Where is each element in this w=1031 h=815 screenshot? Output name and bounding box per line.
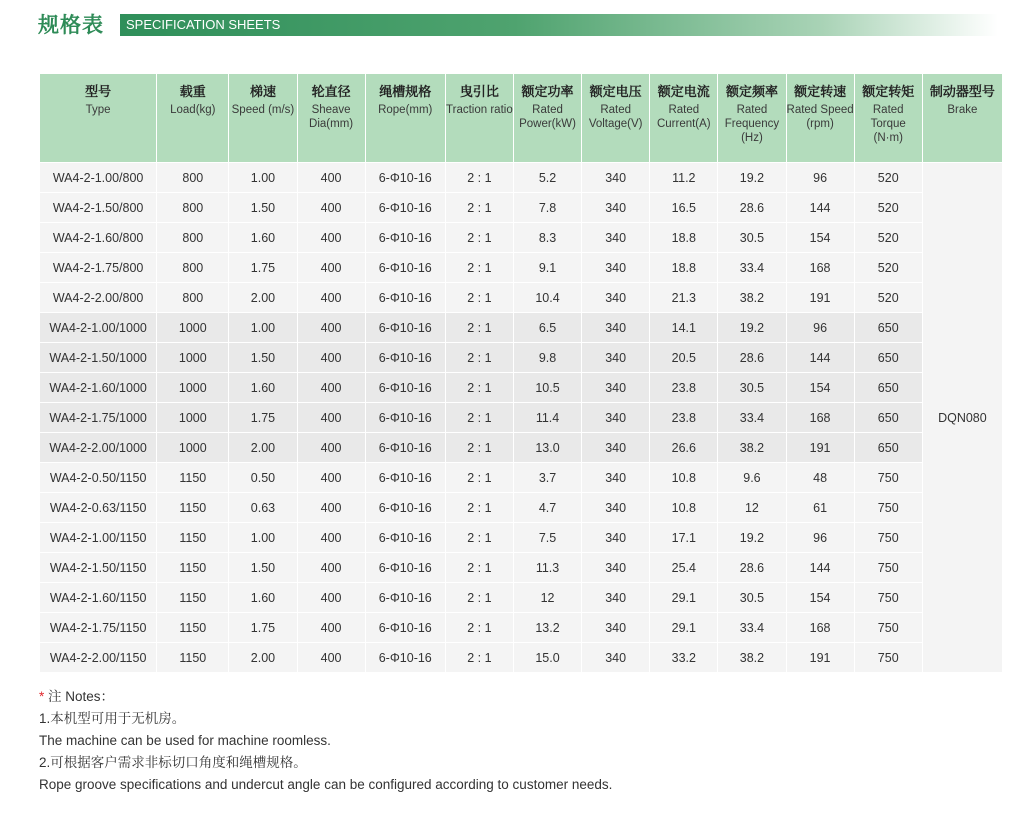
- table-cell: 650: [854, 373, 922, 403]
- table-cell: 750: [854, 463, 922, 493]
- table-cell: 14.1: [650, 313, 718, 343]
- note-star: *: [39, 689, 45, 704]
- column-header: [445, 74, 513, 163]
- table-cell: 33.4: [718, 613, 786, 643]
- table-cell: 2 : 1: [445, 253, 513, 283]
- table-row: [40, 553, 1003, 583]
- table-cell: 520: [854, 163, 922, 193]
- table-cell: 800: [157, 253, 229, 283]
- table-cell: 340: [582, 193, 650, 223]
- column-header-cn: 制动器型号: [929, 85, 995, 100]
- table-cell: 750: [854, 493, 922, 523]
- table-cell: 1150: [157, 553, 229, 583]
- table-cell: 9.6: [718, 463, 786, 493]
- table-cell: 1.60: [229, 583, 297, 613]
- table-cell: 33.2: [650, 643, 718, 673]
- table-row: [40, 523, 1003, 553]
- table-cell: WA4-2-2.00/1000: [40, 433, 157, 463]
- column-header-en: Rated Torque (N·m): [870, 104, 906, 144]
- table-cell: 144: [786, 193, 854, 223]
- table-cell: 1.00: [229, 313, 297, 343]
- table-cell: 6-Φ10-16: [365, 523, 445, 553]
- table-cell: 400: [297, 343, 365, 373]
- table-cell: 6-Φ10-16: [365, 553, 445, 583]
- table-cell: 38.2: [718, 643, 786, 673]
- brake-model-cell: DQN080: [922, 163, 1002, 673]
- table-cell: 13.0: [513, 433, 581, 463]
- table-cell: 1.75: [229, 253, 297, 283]
- table-cell: 400: [297, 463, 365, 493]
- table-cell: 28.6: [718, 193, 786, 223]
- table-cell: WA4-2-1.60/1000: [40, 373, 157, 403]
- table-cell: WA4-2-1.75/800: [40, 253, 157, 283]
- table-cell: 400: [297, 493, 365, 523]
- column-header-cn: 型号: [85, 85, 112, 100]
- table-cell: 400: [297, 523, 365, 553]
- table-cell: 2 : 1: [445, 283, 513, 313]
- table-row: [40, 463, 1003, 493]
- column-header: [922, 74, 1002, 163]
- table-cell: 650: [854, 433, 922, 463]
- table-cell: 750: [854, 583, 922, 613]
- table-cell: 6.5: [513, 313, 581, 343]
- table-cell: 0.50: [229, 463, 297, 493]
- table-cell: 400: [297, 373, 365, 403]
- table-cell: 29.1: [650, 583, 718, 613]
- table-cell: 750: [854, 523, 922, 553]
- table-cell: 1000: [157, 343, 229, 373]
- table-cell: 19.2: [718, 523, 786, 553]
- table-cell: 33.4: [718, 403, 786, 433]
- table-cell: 3.7: [513, 463, 581, 493]
- table-cell: 1150: [157, 523, 229, 553]
- table-cell: 28.6: [718, 343, 786, 373]
- table-cell: 6-Φ10-16: [365, 613, 445, 643]
- table-cell: 6-Φ10-16: [365, 343, 445, 373]
- table-cell: WA4-2-1.50/1000: [40, 343, 157, 373]
- table-cell: 6-Φ10-16: [365, 253, 445, 283]
- table-cell: 96: [786, 523, 854, 553]
- table-cell: 26.6: [650, 433, 718, 463]
- table-cell: 2 : 1: [445, 403, 513, 433]
- table-cell: 0.63: [229, 493, 297, 523]
- table-cell: 340: [582, 493, 650, 523]
- table-cell: 750: [854, 643, 922, 673]
- table-cell: 6-Φ10-16: [365, 313, 445, 343]
- table-cell: WA4-2-1.00/1150: [40, 523, 157, 553]
- specification-table: [39, 73, 1003, 673]
- column-header-en: Rated Voltage(V): [588, 104, 643, 130]
- table-cell: 2 : 1: [445, 613, 513, 643]
- column-header-cn: 额定功率: [521, 85, 574, 100]
- table-cell: 1000: [157, 313, 229, 343]
- table-cell: 6-Φ10-16: [365, 433, 445, 463]
- table-cell: 400: [297, 643, 365, 673]
- table-cell: 18.8: [650, 223, 718, 253]
- table-cell: 19.2: [718, 313, 786, 343]
- table-cell: 340: [582, 523, 650, 553]
- table-cell: 28.6: [718, 553, 786, 583]
- column-header-en: Rated Power(kW): [519, 104, 576, 130]
- table-cell: WA4-2-1.00/800: [40, 163, 157, 193]
- table-cell: 340: [582, 163, 650, 193]
- table-cell: 2.00: [229, 433, 297, 463]
- table-cell: 191: [786, 433, 854, 463]
- table-cell: 340: [582, 643, 650, 673]
- table-cell: 1000: [157, 373, 229, 403]
- table-row: [40, 433, 1003, 463]
- table-cell: 12: [513, 583, 581, 613]
- table-cell: WA4-2-1.60/800: [40, 223, 157, 253]
- table-row: [40, 583, 1003, 613]
- table-row: [40, 403, 1003, 433]
- table-cell: 9.1: [513, 253, 581, 283]
- table-cell: 16.5: [650, 193, 718, 223]
- table-row: [40, 643, 1003, 673]
- table-cell: 400: [297, 163, 365, 193]
- table-cell: 340: [582, 283, 650, 313]
- table-cell: 340: [582, 433, 650, 463]
- column-header: [297, 74, 365, 163]
- table-cell: 30.5: [718, 583, 786, 613]
- table-cell: 340: [582, 343, 650, 373]
- table-cell: 2 : 1: [445, 643, 513, 673]
- table-row: [40, 163, 1003, 193]
- table-cell: 750: [854, 613, 922, 643]
- table-cell: 6-Φ10-16: [365, 403, 445, 433]
- table-cell: 11.2: [650, 163, 718, 193]
- table-cell: 10.4: [513, 283, 581, 313]
- table-cell: 8.3: [513, 223, 581, 253]
- column-header-cn: 额定频率: [725, 85, 778, 100]
- table-cell: 650: [854, 343, 922, 373]
- table-cell: 1.50: [229, 343, 297, 373]
- table-cell: 340: [582, 463, 650, 493]
- table-cell: 6-Φ10-16: [365, 373, 445, 403]
- table-cell: 2 : 1: [445, 373, 513, 403]
- table-cell: 520: [854, 193, 922, 223]
- table-cell: 400: [297, 253, 365, 283]
- table-cell: 48: [786, 463, 854, 493]
- table-cell: 2 : 1: [445, 493, 513, 523]
- table-cell: 6-Φ10-16: [365, 283, 445, 313]
- table-cell: 2 : 1: [445, 523, 513, 553]
- page-title-en: SPECIFICATION SHEETS: [126, 17, 281, 32]
- table-row: [40, 313, 1003, 343]
- table-row: [40, 343, 1003, 373]
- table-cell: WA4-2-1.75/1150: [40, 613, 157, 643]
- note-1-en: The machine can be used for machine roomless.: [39, 733, 331, 748]
- table-cell: 168: [786, 253, 854, 283]
- table-cell: 340: [582, 553, 650, 583]
- table-cell: 154: [786, 223, 854, 253]
- table-row: [40, 283, 1003, 313]
- table-cell: 400: [297, 433, 365, 463]
- column-header: [854, 74, 922, 163]
- table-cell: 19.2: [718, 163, 786, 193]
- table-cell: 340: [582, 583, 650, 613]
- table-cell: 168: [786, 403, 854, 433]
- table-cell: 1000: [157, 403, 229, 433]
- table-row: [40, 193, 1003, 223]
- table-cell: 340: [582, 403, 650, 433]
- table-cell: 29.1: [650, 613, 718, 643]
- table-cell: 96: [786, 163, 854, 193]
- table-cell: 6-Φ10-16: [365, 463, 445, 493]
- table-cell: 1150: [157, 493, 229, 523]
- table-cell: 2 : 1: [445, 193, 513, 223]
- table-cell: 800: [157, 283, 229, 313]
- column-header: [718, 74, 786, 163]
- column-header-cn: 额定转速: [794, 85, 847, 100]
- table-cell: 1.50: [229, 193, 297, 223]
- notes-heading-text: 注 Notes：: [48, 689, 115, 704]
- table-cell: 400: [297, 313, 365, 343]
- table-cell: 400: [297, 613, 365, 643]
- table-cell: 17.1: [650, 523, 718, 553]
- column-header: [229, 74, 297, 163]
- table-cell: 144: [786, 553, 854, 583]
- table-cell: 1150: [157, 463, 229, 493]
- page-header: [38, 10, 998, 40]
- table-cell: 12: [718, 493, 786, 523]
- column-header: [650, 74, 718, 163]
- table-cell: 30.5: [718, 373, 786, 403]
- table-cell: 2 : 1: [445, 463, 513, 493]
- column-header-en: Traction ratio: [446, 104, 513, 116]
- table-cell: 340: [582, 313, 650, 343]
- column-header: [157, 74, 229, 163]
- column-header-en: Rated Speed (rpm): [786, 104, 854, 130]
- column-header: [786, 74, 854, 163]
- table-cell: 1150: [157, 643, 229, 673]
- table-cell: 2.00: [229, 643, 297, 673]
- table-cell: 18.8: [650, 253, 718, 283]
- table-cell: 520: [854, 283, 922, 313]
- table-cell: 340: [582, 373, 650, 403]
- table-cell: WA4-2-1.50/800: [40, 193, 157, 223]
- table-cell: 33.4: [718, 253, 786, 283]
- table-cell: 6-Φ10-16: [365, 643, 445, 673]
- table-cell: 400: [297, 403, 365, 433]
- column-header-en: Type: [85, 104, 111, 116]
- table-cell: 2 : 1: [445, 553, 513, 583]
- table-cell: 1.75: [229, 403, 297, 433]
- table-cell: 340: [582, 613, 650, 643]
- column-header-cn: 额定电流: [657, 85, 710, 100]
- table-cell: 15.0: [513, 643, 581, 673]
- table-cell: 30.5: [718, 223, 786, 253]
- table-cell: 6-Φ10-16: [365, 163, 445, 193]
- table-cell: 2 : 1: [445, 343, 513, 373]
- table-cell: 13.2: [513, 613, 581, 643]
- table-cell: 800: [157, 163, 229, 193]
- table-cell: 6-Φ10-16: [365, 583, 445, 613]
- note-2-en: Rope groove specifications and undercut angle can be configured according to customer needs.: [39, 777, 613, 792]
- table-cell: 9.8: [513, 343, 581, 373]
- table-cell: 20.5: [650, 343, 718, 373]
- note-2-cn: 2.可根据客户需求非标切口角度和绳槽规格。: [39, 755, 307, 770]
- column-header-en: Rated Frequency (Hz): [724, 104, 780, 144]
- table-row: [40, 493, 1003, 523]
- table-cell: 154: [786, 583, 854, 613]
- notes-heading: [39, 686, 612, 708]
- column-header-cn: 额定电压: [589, 85, 642, 100]
- table-cell: 1.00: [229, 163, 297, 193]
- table-cell: 2 : 1: [445, 163, 513, 193]
- table-cell: 520: [854, 223, 922, 253]
- table-cell: WA4-2-2.00/800: [40, 283, 157, 313]
- table-cell: WA4-2-2.00/1150: [40, 643, 157, 673]
- column-header-en: Sheave Dia(mm): [309, 104, 354, 130]
- table-cell: 2 : 1: [445, 583, 513, 613]
- table-cell: WA4-2-1.00/1000: [40, 313, 157, 343]
- table-cell: WA4-2-0.63/1150: [40, 493, 157, 523]
- table-cell: 7.5: [513, 523, 581, 553]
- table-cell: 23.8: [650, 403, 718, 433]
- table-cell: 168: [786, 613, 854, 643]
- table-cell: 6-Φ10-16: [365, 493, 445, 523]
- table-cell: 2 : 1: [445, 433, 513, 463]
- column-header-cn: 曳引比: [459, 85, 499, 100]
- table-row: [40, 373, 1003, 403]
- table-cell: 38.2: [718, 433, 786, 463]
- table-cell: 1000: [157, 433, 229, 463]
- table-cell: 191: [786, 643, 854, 673]
- notes-section: [39, 686, 612, 796]
- column-header-cn: 绳槽规格: [379, 85, 432, 100]
- table-cell: 38.2: [718, 283, 786, 313]
- table-cell: 1.75: [229, 613, 297, 643]
- table-cell: 1150: [157, 583, 229, 613]
- table-cell: 23.8: [650, 373, 718, 403]
- table-cell: 400: [297, 193, 365, 223]
- title-banner: [120, 14, 998, 36]
- table-cell: 96: [786, 313, 854, 343]
- table-cell: 10.8: [650, 463, 718, 493]
- table-cell: 2 : 1: [445, 223, 513, 253]
- table-cell: 2 : 1: [445, 313, 513, 343]
- table-cell: 191: [786, 283, 854, 313]
- table-cell: 520: [854, 253, 922, 283]
- column-header-en: Rated Current(A): [656, 104, 711, 130]
- table-cell: 750: [854, 553, 922, 583]
- column-header: [582, 74, 650, 163]
- column-header-cn: 梯速: [249, 85, 276, 100]
- table-cell: 7.8: [513, 193, 581, 223]
- table-cell: WA4-2-0.50/1150: [40, 463, 157, 493]
- table-cell: 800: [157, 193, 229, 223]
- table-cell: WA4-2-1.60/1150: [40, 583, 157, 613]
- column-header: [365, 74, 445, 163]
- table-cell: 10.5: [513, 373, 581, 403]
- table-row: [40, 613, 1003, 643]
- table-cell: 4.7: [513, 493, 581, 523]
- table-cell: WA4-2-1.75/1000: [40, 403, 157, 433]
- table-cell: 650: [854, 403, 922, 433]
- table-cell: 11.3: [513, 553, 581, 583]
- table-cell: 1.50: [229, 553, 297, 583]
- table-cell: 2.00: [229, 283, 297, 313]
- column-header: [40, 74, 157, 163]
- table-cell: 1.00: [229, 523, 297, 553]
- table-cell: 400: [297, 553, 365, 583]
- column-header-en: Load(kg): [170, 104, 216, 116]
- table-cell: 5.2: [513, 163, 581, 193]
- table-row: [40, 253, 1003, 283]
- table-cell: 1.60: [229, 223, 297, 253]
- table-cell: 10.8: [650, 493, 718, 523]
- table-cell: 340: [582, 223, 650, 253]
- table-cell: 144: [786, 343, 854, 373]
- note-1-cn: 1.本机型可用于无机房。: [39, 711, 186, 726]
- table-cell: 650: [854, 313, 922, 343]
- table-cell: 21.3: [650, 283, 718, 313]
- column-header-en: Rope(mm): [378, 104, 433, 116]
- table-cell: 6-Φ10-16: [365, 223, 445, 253]
- table-cell: 400: [297, 583, 365, 613]
- table-row: [40, 223, 1003, 253]
- table-cell: 340: [582, 253, 650, 283]
- table-cell: 25.4: [650, 553, 718, 583]
- column-header-cn: 轮直径: [311, 85, 351, 100]
- column-header-en: Speed (m/s): [231, 104, 295, 116]
- column-header-cn: 额定转矩: [862, 85, 915, 100]
- table-cell: 1150: [157, 613, 229, 643]
- table-cell: 154: [786, 373, 854, 403]
- table-cell: 400: [297, 223, 365, 253]
- table-header-row: [40, 74, 1003, 163]
- table-cell: 400: [297, 283, 365, 313]
- table-cell: 1.60: [229, 373, 297, 403]
- table-cell: 11.4: [513, 403, 581, 433]
- table-cell: 800: [157, 223, 229, 253]
- column-header: [513, 74, 581, 163]
- table-cell: WA4-2-1.50/1150: [40, 553, 157, 583]
- column-header-en: Brake: [947, 104, 978, 116]
- table-cell: 6-Φ10-16: [365, 193, 445, 223]
- column-header-cn: 载重: [179, 85, 206, 100]
- page-title-cn: 规格表: [38, 13, 104, 37]
- table-cell: 61: [786, 493, 854, 523]
